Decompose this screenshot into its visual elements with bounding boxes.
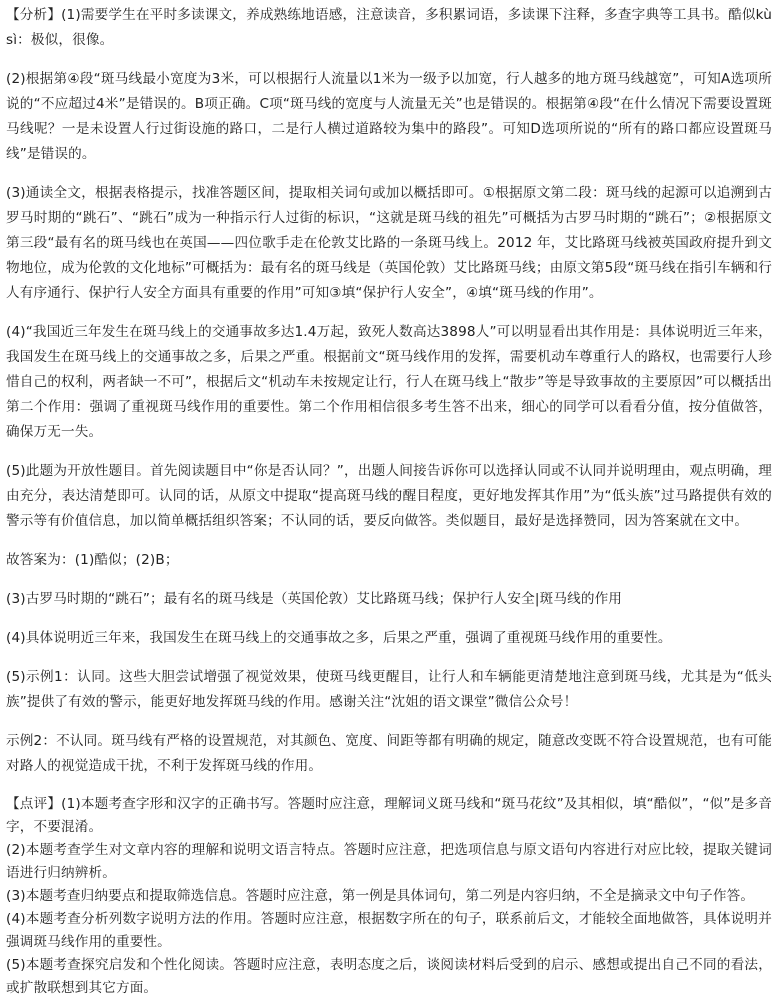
analysis-part-4: (4)“我国近三年发生在斑马线上的交通事故多达1.4万起，致死人数高达3898人”可以明显看出其作用是：具体说明近三年来，我国发生在斑马线上的交通事故之多，后果之严重。根据前文“斑马线作用的发挥，需要机动车尊重行人的路权，也需要行人珍惜自己的权利，两者缺一不可”，根据后文“机动车未按规定让行，行人在斑马线上“散步”等是导致事故的主要原因”可以概括出第二个作用：强调了重视斑马线作用的重要性。第二个作用相信很多考生答不出来，细心的同学可以看看分值，按分值做答，确保万无一失。 xyxy=(6,324,772,440)
comment-1: 【点评】(1)本题考查字形和汉字的正确书写。答题时应注意，理解词义斑马线和“斑马花纹”及其相似，填“酷似”，“似”是多音字，不要混淆。 xyxy=(6,796,772,835)
answer-intro: 故答案为：(1)酷似；(2)B； xyxy=(6,552,179,568)
analysis-part-3: (3)通读全文，根据表格提示，找准答题区间，提取相关词句或加以概括即可。①根据原文第二段：斑马线的起源可以追溯到古罗马时期的“跳石”、“跳石”成为一种指示行人过街的标识，“这就是斑马线的祖先”可概括为古罗马时期的“跳石”；②根据原文第三段“最有名的斑马线也在英国——四位歌手走在伦敦艾比路的一条斑马线上。2012 年，艾比路斑马线被英国政府提升到文物地位，成为伦敦的文化地标”可概括为：最有名的斑马线是（英国伦敦）艾比路斑马线；由原文第5段“斑马线在指引车辆和行人有序通行、保护行人安全方面具有重要的作用”可知③填“保护行人安全”，④填“斑马线的作用”。 xyxy=(6,185,772,301)
answer-4: (4)具体说明近三年来，我国发生在斑马线上的交通事故之多，后果之严重，强调了重视斑马线作用的重要性。 xyxy=(6,630,672,646)
answer-5-example-1: (5)示例1：认同。这些大胆尝试增强了视觉效果，使斑马线更醒目，让行人和车辆能更清楚地注意到斑马线，尤其是为“低头族”提供了有效的警示，能更好地发挥斑马线的作用。感谢关注“沈姐的语文课堂”微信公众号！ xyxy=(6,669,772,710)
analysis-part-2: (2)根据第④段“斑马线最小宽度为3米，可以根据行人流量以1米为一级予以加宽，行人越多的地方斑马线越宽”，可知A选项所说的“不应超过4米”是错误的。B项正确。C项“斑马线的宽度与人流量无关”也是错误的。根据第④段“在什么情况下需要设置斑马线呢？一是未设置人行过街设施的路口，二是行人横过道路较为集中的路段”。可知D选项所说的“所有的路口都应设置斑马线”是错误的。 xyxy=(6,71,772,162)
answer-5-example-2: 示例2：不认同。斑马线有严格的设置规范，对其颜色、宽度、间距等都有明确的规定，随意改变既不符合设置规范，也有可能对路人的视觉造成干扰，不利于发挥斑马线的作用。 xyxy=(6,733,772,774)
comment-5: (5)本题考查探究启发和个性化阅读。答题时应注意，表明态度之后，谈阅读材料后受到的启示、感想或提出自己不同的看法，或扩散联想到其它方面。 xyxy=(6,957,772,996)
analysis-part-1: 【分析】(1)需要学生在平时多读课文，养成熟练地语感，注意读音，多积累词语，多读课下注释，多查字典等工具书。酷似kù sì：极似，很像。 xyxy=(6,7,772,48)
analysis-part-5: (5)此题为开放性题目。首先阅读题目中“你是否认同？”，出题人间接告诉你可以选择认同或不认同并说明理由，观点明确，理由充分，表达清楚即可。认同的话，从原文中提取“提高斑马线的醒目程度，更好地发挥其作用”为“低头族”过马路提供有效的警示等有价值信息，加以简单概括组织答案；不认同的话，要反向做答。类似题目，最好是选择赞同，因为答案就在文中。 xyxy=(6,463,772,529)
comment-2: (2)本题考查学生对文章内容的理解和说明文语言特点。答题时应注意，把选项信息与原文语句内容进行对应比较，提取关键词语进行归纳辨析。 xyxy=(6,842,772,881)
comment-3: (3)本题考查归纳要点和提取筛选信息。答题时应注意，第一例是具体词句，第二列是内容归纳，不全是摘录文中句子作答。 xyxy=(6,888,755,904)
comment-4: (4)本题考查分析列数字说明方法的作用。答题时应注意，根据数字所在的句子，联系前后文，才能较全面地做答，具体说明并强调斑马线作用的重要性。 xyxy=(6,911,772,950)
answer-3: (3)古罗马时期的“跳石”；最有名的斑马线是（英国伦敦）艾比路斑马线；保护行人安全|斑马线的作用 xyxy=(6,591,623,607)
